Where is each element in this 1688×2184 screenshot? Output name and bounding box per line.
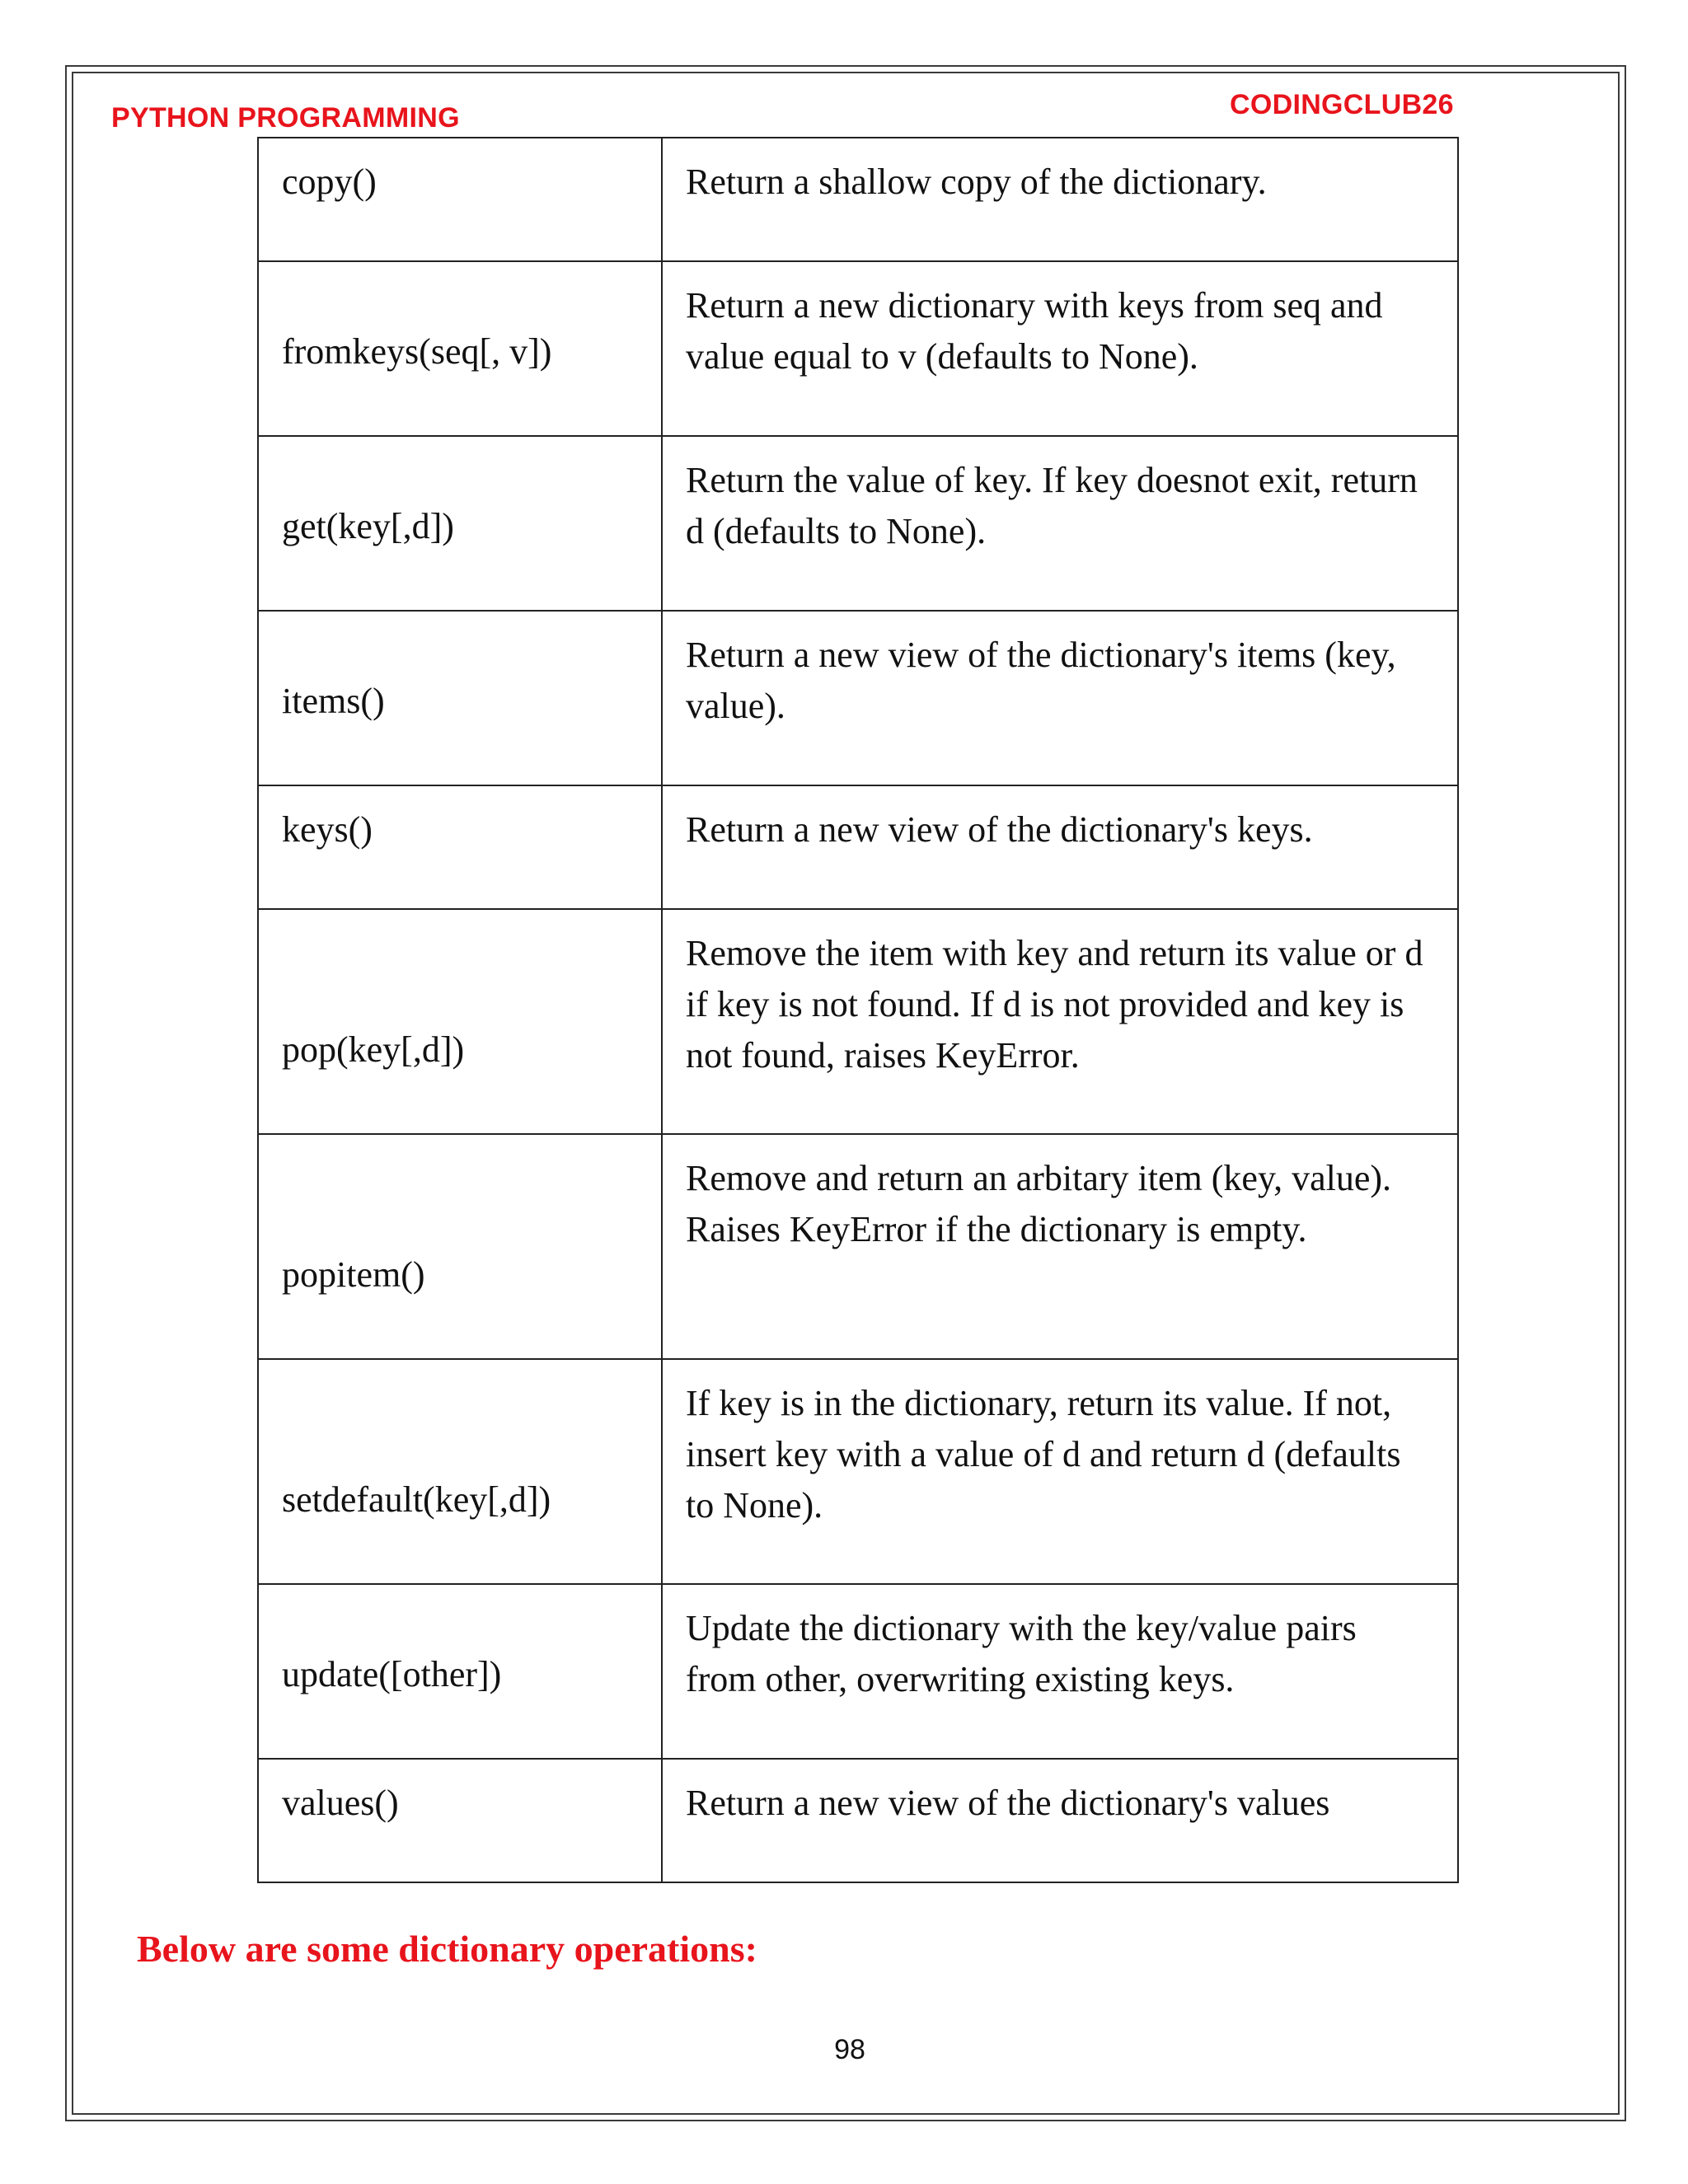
dictionary-methods-table [257,137,1459,1883]
table-row [258,261,1458,436]
method-name: update([other]) [282,1654,502,1694]
header-club-name: CODINGCLUB26 [1230,89,1454,120]
method-description: Return a new view of the dictionary's items (key, value). [686,635,1396,726]
method-cell [258,611,662,785]
table-row [258,611,1458,785]
method-name: popitem() [282,1254,425,1295]
method-description: Return the value of key. If key doesnot exit, return d (defaults to None). [686,460,1418,551]
method-name: keys() [282,809,373,850]
description-cell [662,785,1458,909]
table-row [258,1759,1458,1882]
method-description: Update the dictionary with the key/value pairs from other, overwriting existing keys. [686,1608,1357,1699]
method-name: pop(key[,d]) [282,1029,465,1070]
section-heading: Below are some dictionary operations: [137,1928,757,1970]
method-cell [258,138,662,261]
description-cell [662,1584,1458,1759]
table-row [258,138,1458,261]
method-cell [258,1134,662,1359]
table-row [258,1359,1458,1584]
description-cell [662,1359,1458,1584]
description-cell [662,138,1458,261]
method-name: fromkeys(seq[, v]) [282,331,552,372]
method-name: get(key[,d]) [282,506,454,546]
method-description: Return a shallow copy of the dictionary. [686,162,1267,202]
table-row [258,909,1458,1134]
header-course-title: PYTHON PROGRAMMING [111,102,460,134]
method-cell [258,785,662,909]
table-row [258,1584,1458,1759]
description-cell [662,261,1458,436]
method-name: setdefault(key[,d]) [282,1479,551,1520]
method-description: Return a new view of the dictionary's values [686,1783,1330,1823]
description-cell [662,611,1458,785]
method-cell [258,909,662,1134]
method-description: Remove the item with key and return its value or d if key is not found. If d is not provided and key is not found, raises KeyError. [686,933,1423,1076]
description-cell [662,436,1458,611]
method-name: items() [282,681,385,721]
method-cell [258,436,662,611]
table-row [258,436,1458,611]
description-cell [662,909,1458,1134]
method-cell [258,1584,662,1759]
method-cell [258,1359,662,1584]
method-description: Return a new view of the dictionary's keys. [686,809,1313,850]
page-number: 98 [834,2034,865,2065]
description-cell [662,1134,1458,1359]
method-name: values() [282,1783,399,1823]
table-row [258,785,1458,909]
method-description: Return a new dictionary with keys from seq and value equal to v (defaults to None). [686,285,1383,377]
method-cell [258,261,662,436]
method-description: If key is in the dictionary, return its value. If not, insert key with a value of d and return d (defaults to None). [686,1383,1401,1526]
method-name: copy() [282,162,377,202]
method-cell [258,1759,662,1882]
method-description: Remove and return an arbitary item (key, value). Raises KeyError if the dictionary is empty. [686,1158,1392,1249]
description-cell [662,1759,1458,1882]
table-row [258,1134,1458,1359]
